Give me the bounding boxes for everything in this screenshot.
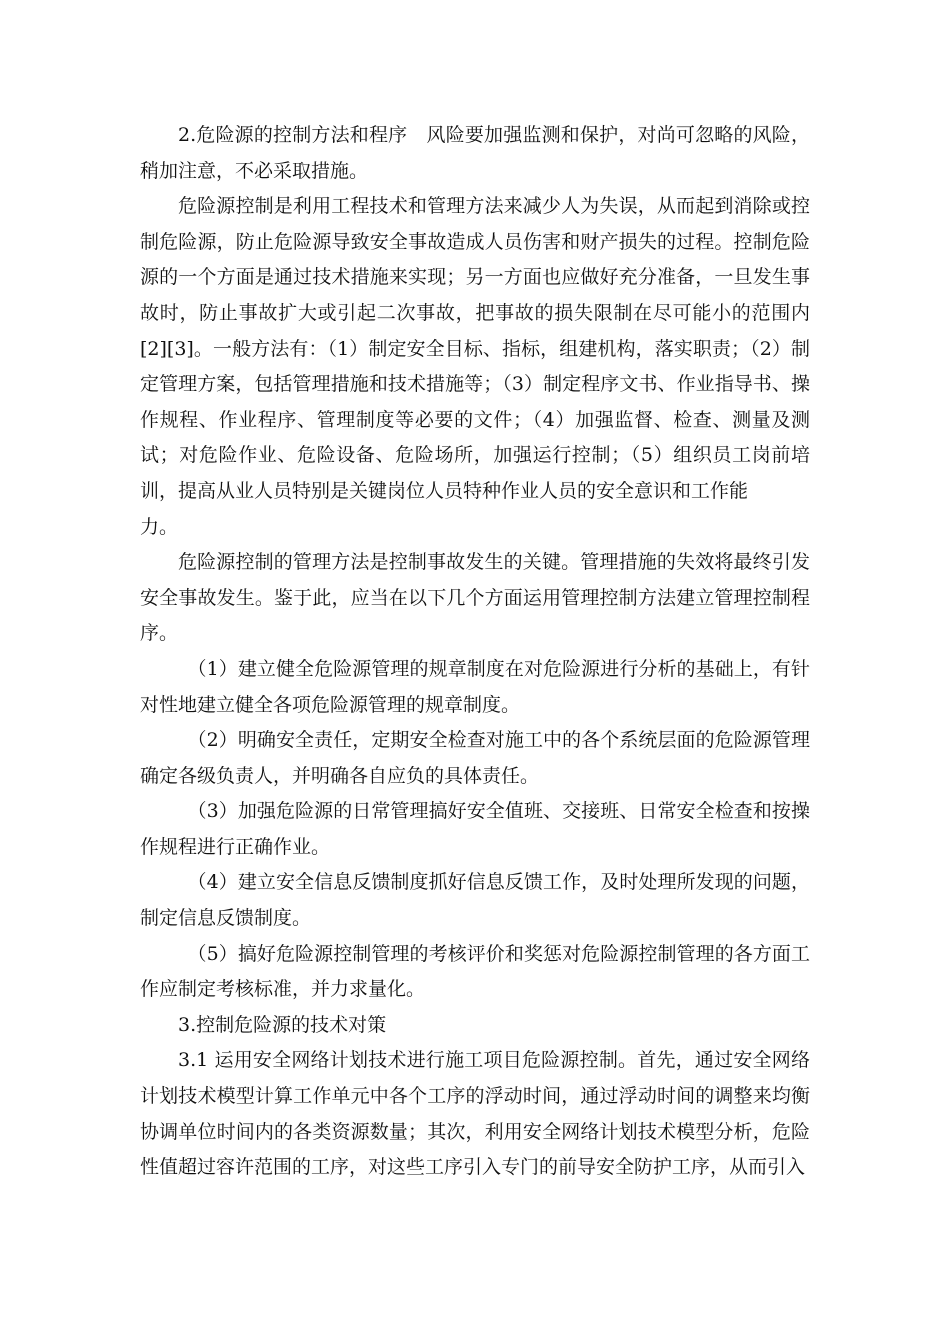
management-methods-paragraph: 危险源控制的管理方法是控制事故发生的关键。管理措施的失效将最终引发安全事故发生。鉴于此，应当在以下几个方面运用管理控制方法建立管理控制程序。 bbox=[140, 551, 810, 645]
list-item-4: （4）建立安全信息反馈制度抓好信息反馈工作，及时处理所发现的问题，制定信息反馈制度。 bbox=[140, 871, 810, 930]
control-methods-paragraph: 危险源控制是利用工程技术和管理方法来减少人为失误，从而起到消除或控制危险源，防止危险源导致安全事故造成人员伤害和财产损失的过程。控制危险源的一个方面是通过技术措施来实现；另一方面也应做好充分准备，一旦发生事故时，防止事故扩大或引起二次事故，把事故的损失限制在尽可能小的范围内[2][3]。一般方法有：（1）制定安全目标、指标，组建机构，落实职责；（2）制定管理方案，包括管理措施和技术措施等；（3）制定程序文书、作业指导书、操作规程、作业程序、管理制度等必要的文件；（4）加强监督、检查、测量及测试；对危险作业、危险设备、危险场所，加强运行控制；（5）组织员工岗前培训，提高从业人员特别是关键岗位人员特种作业人员的安全意识和工作能 bbox=[140, 195, 810, 502]
list-item-5: （5）搞好危险源控制管理的考核评价和奖惩对危险源控制管理的各方面工作应制定考核标准，并力求量化。 bbox=[140, 942, 810, 1001]
list-item-3: （3）加强危险源的日常管理搞好安全值班、交接班、日常安全检查和按操作规程进行正确作业。 bbox=[140, 800, 810, 858]
list-item-1: （1）建立健全危险源管理的规章制度在对危险源进行分析的基础上，有针对性地建立健全各项危险源管理的规章制度。 bbox=[140, 657, 810, 716]
list-item-2: （2）明确安全责任，定期安全检查对施工中的各个系统层面的危险源管理确定各级负责人，并明确各自应负的具体责任。 bbox=[140, 729, 810, 787]
section-3-1-paragraph: 3.1 运用安全网络计划技术进行施工项目危险源控制。首先，通过安全网络计划技术模型计算工作单元中各个工序的浮动时间，通过浮动时间的调整来均衡协调单位时间内的各类资源数量；其次，利用安全网络计划技术模型分析，危险性值超过容许范围的工序，对这些工序引入专门的前导安全防护工序，从而引入 bbox=[140, 1049, 810, 1179]
section-2-heading-paragraph: 2.危险源的控制方法和程序 风险要加强监测和保护，对尚可忽略的风险，稍加注意，不必采取措施。 bbox=[140, 124, 810, 182]
section-3-heading: 3.控制危险源的技术对策 bbox=[178, 1013, 387, 1036]
control-methods-paragraph-tail: 力。 bbox=[140, 515, 179, 538]
